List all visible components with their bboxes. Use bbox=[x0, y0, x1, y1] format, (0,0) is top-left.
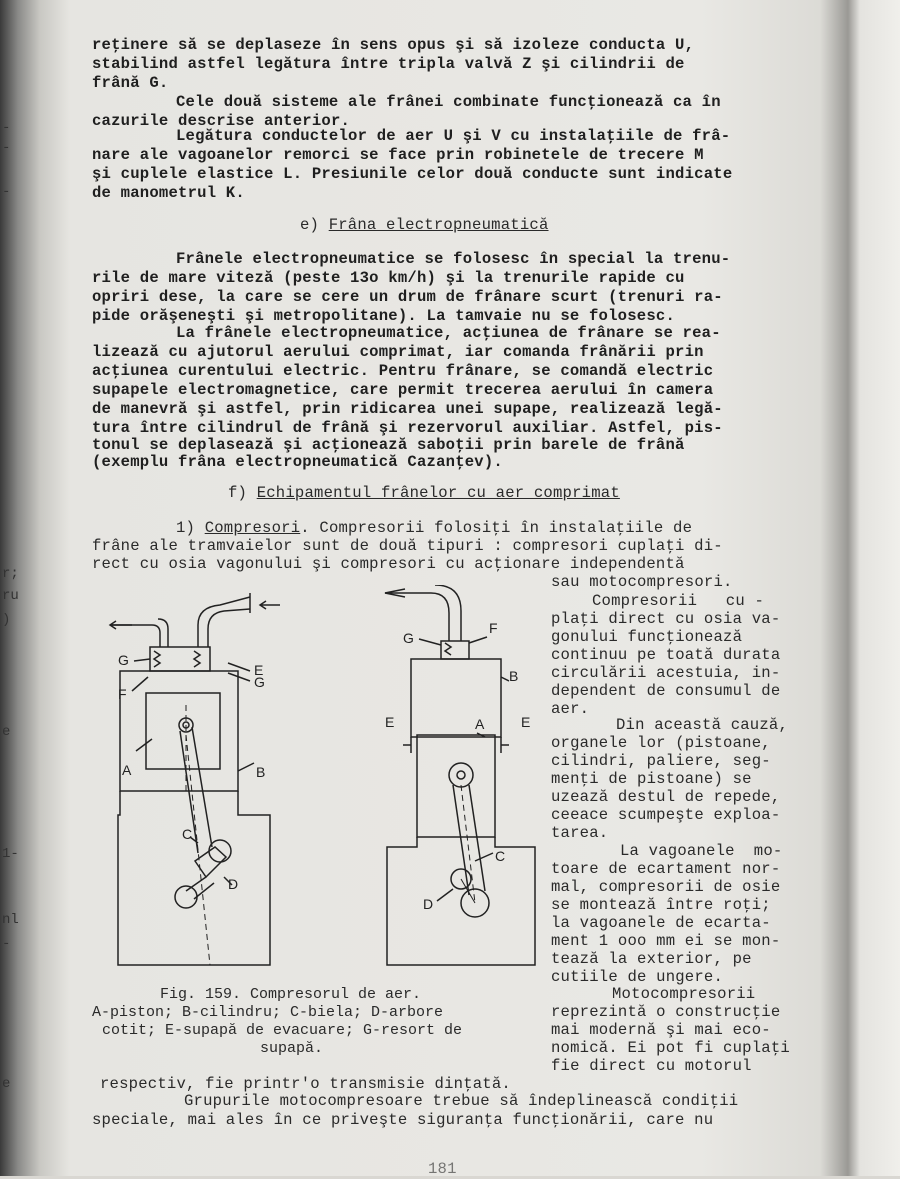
label-g2: G bbox=[254, 674, 265, 690]
text-line: (exemplu frâna electropneumatică Cazanţev). bbox=[92, 453, 503, 471]
margin-mark: - bbox=[2, 936, 11, 952]
text-line: acţiunea curentului electric. Pentru frânare, se comandă electric bbox=[92, 362, 714, 380]
label-c: C bbox=[495, 848, 506, 864]
item-number: 1) bbox=[176, 519, 205, 537]
page-number: 181 bbox=[428, 1160, 457, 1178]
section-heading-f bbox=[228, 484, 620, 503]
margin-mark: - bbox=[2, 140, 11, 156]
figure-caption-legend: cotit; E-supapă de evacuare; G-resort de bbox=[102, 1022, 463, 1039]
text-line: şi cuplele elastice L. Presiunile celor două conducte sunt indicate bbox=[92, 165, 733, 183]
label-d: D bbox=[423, 896, 434, 912]
text-line: tura între cilindrul de frână şi rezervorul auxiliar. Astfel, pis- bbox=[92, 419, 723, 437]
text-line: circulării acestuia, in- bbox=[551, 664, 781, 682]
margin-mark: r; bbox=[2, 566, 19, 582]
text-line: La vagoanele mo- bbox=[620, 842, 783, 860]
text-line: sau motocompresori. bbox=[551, 573, 733, 591]
label-b: B bbox=[256, 764, 266, 780]
text-line: Motocompresorii bbox=[612, 985, 756, 1003]
text-line: reţinere să se deplaseze în sens opus şi să izoleze conducta U, bbox=[92, 36, 695, 54]
text-line: uzează destul de repede, bbox=[551, 788, 781, 806]
text-line: frână G. bbox=[92, 74, 169, 92]
figure-caption-title: Fig. 159. Compresorul de aer. bbox=[160, 986, 422, 1003]
text-line: Cele două sisteme ale frânei combinate funcţionează ca în bbox=[176, 93, 721, 111]
margin-mark: e bbox=[2, 724, 11, 740]
label-b: B bbox=[509, 668, 519, 684]
compressor-diagram-left bbox=[90, 585, 290, 975]
label-e-left: E bbox=[385, 714, 395, 730]
section-title: Frâna electropneumatică bbox=[328, 216, 549, 234]
text-line: supapele electromagnetice, care permit trecerea aerului în camera bbox=[92, 381, 714, 399]
text-line: lizează cu ajutorul aerului comprimat, iar comanda frânării prin bbox=[92, 343, 704, 361]
label-g: G bbox=[403, 630, 414, 646]
text-line: Grupurile motocompresoare trebue să îndeplinească condiţii bbox=[184, 1092, 739, 1110]
figure-caption-legend: A-piston; B-cilindru; C-biela; D-arbore bbox=[92, 1004, 444, 1021]
label-e-right: E bbox=[521, 714, 531, 730]
text-line: rile de mare viteză (peste 13o km/h) şi la trenurile rapide cu bbox=[92, 269, 685, 287]
text-line: fie direct cu motorul bbox=[551, 1057, 752, 1075]
margin-mark: 1- bbox=[2, 846, 19, 862]
text-line: Legătura conductelor de aer U şi V cu instalaţiile de frâ- bbox=[176, 127, 731, 145]
label-a: A bbox=[475, 716, 485, 732]
text-line: opriri dese, la care se cere un drum de frânare scurt (trenuri ra- bbox=[92, 288, 723, 306]
section-heading-e bbox=[300, 216, 549, 235]
text-line: rect cu osia vagonului şi compresori cu acţionare independentă bbox=[92, 555, 685, 573]
margin-mark: nl bbox=[2, 912, 19, 928]
text-line: cilindri, paliere, seg- bbox=[551, 752, 771, 770]
label-g: G bbox=[118, 652, 129, 668]
text-line: cutiile de ungere. bbox=[551, 968, 724, 986]
text-line: mal, compresorii de osie bbox=[551, 878, 781, 896]
text-line: stabilind astfel legătura între tripla valvă Z şi cilindrii de bbox=[92, 55, 685, 73]
text-line: cazurile descrise anterior. bbox=[92, 112, 351, 130]
compressor-diagram-right bbox=[375, 585, 545, 975]
text-line: nare ale vagoanelor remorci se face prin robinetele de trecere M bbox=[92, 146, 704, 164]
text-line: reprezintă o construcţie bbox=[551, 1003, 781, 1021]
text-line: ceeace scumpeşte exploa- bbox=[551, 806, 781, 824]
text-line: de manevră şi astfel, prin ridicarea unei supape, realizează legă- bbox=[92, 400, 723, 418]
label-c: C bbox=[182, 826, 193, 842]
text-line: tarea. bbox=[551, 824, 609, 842]
text-line: continuu pe toată durata bbox=[551, 646, 781, 664]
figure-caption-legend: supapă. bbox=[260, 1040, 324, 1057]
text-line: pide orăşeneşti şi metropolitane). La tamvaie nu se folosesc. bbox=[92, 307, 676, 325]
section-title: Echipamentul frânelor cu aer comprimat bbox=[256, 484, 620, 502]
section-number: f) bbox=[228, 484, 257, 502]
item-term: Compresori bbox=[204, 519, 301, 537]
text-line bbox=[176, 519, 692, 538]
text-line: speciale, mai ales în ce priveşte siguranţa funcţionării, care nu bbox=[92, 1111, 714, 1129]
text-line: respectiv, fie printr'o transmisie dinţată. bbox=[100, 1075, 511, 1093]
text-line: dependent de consumul de bbox=[551, 682, 781, 700]
text-line: mai modernă şi mai eco- bbox=[551, 1021, 771, 1039]
label-f: F bbox=[489, 620, 498, 636]
text-line: se montează între roţi; bbox=[551, 896, 771, 914]
text-line: La frânele electropneumatice, acţiunea de frânare se rea- bbox=[176, 324, 721, 342]
label-e: E bbox=[254, 662, 264, 678]
section-number: e) bbox=[300, 216, 329, 234]
margin-mark: ) bbox=[2, 612, 11, 628]
text-line: tează la exterior, pe bbox=[551, 950, 752, 968]
label-f: F bbox=[118, 686, 127, 702]
text-line: tonul se deplasează şi acţionează saboţii prin barele de frână bbox=[92, 436, 685, 454]
label-a: A bbox=[122, 762, 132, 778]
text-line: aer. bbox=[551, 700, 590, 718]
item-text: . Compresorii folosiţi în instalaţiile de bbox=[300, 519, 693, 537]
text-line: frâne ale tramvaielor sunt de două tipuri : compresori cuplaţi di- bbox=[92, 537, 723, 555]
margin-mark: - bbox=[2, 120, 11, 136]
text-line: Din această cauză, bbox=[616, 716, 789, 734]
text-line: de manometrul K. bbox=[92, 184, 245, 202]
text-line: ment 1 ooo mm ei se mon- bbox=[551, 932, 781, 950]
label-d: D bbox=[228, 876, 239, 892]
text-line: gonului funcţionează bbox=[551, 628, 743, 646]
text-line: Compresorii cu - bbox=[592, 592, 765, 610]
text-line: menţi de pistoane) se bbox=[551, 770, 752, 788]
text-line: toare de ecartament nor- bbox=[551, 860, 781, 878]
text-line: nomică. Ei pot fi cuplaţi bbox=[551, 1039, 790, 1057]
margin-mark: e bbox=[2, 1076, 11, 1092]
margin-mark: - bbox=[2, 184, 11, 200]
margin-mark: ru bbox=[2, 588, 19, 604]
text-line: Frânele electropneumatice se folosesc în special la trenu- bbox=[176, 250, 731, 268]
text-line: organele lor (pistoane, bbox=[551, 734, 771, 752]
text-line: la vagoanele de ecarta- bbox=[551, 914, 771, 932]
text-line: plaţi direct cu osia va- bbox=[551, 610, 781, 628]
